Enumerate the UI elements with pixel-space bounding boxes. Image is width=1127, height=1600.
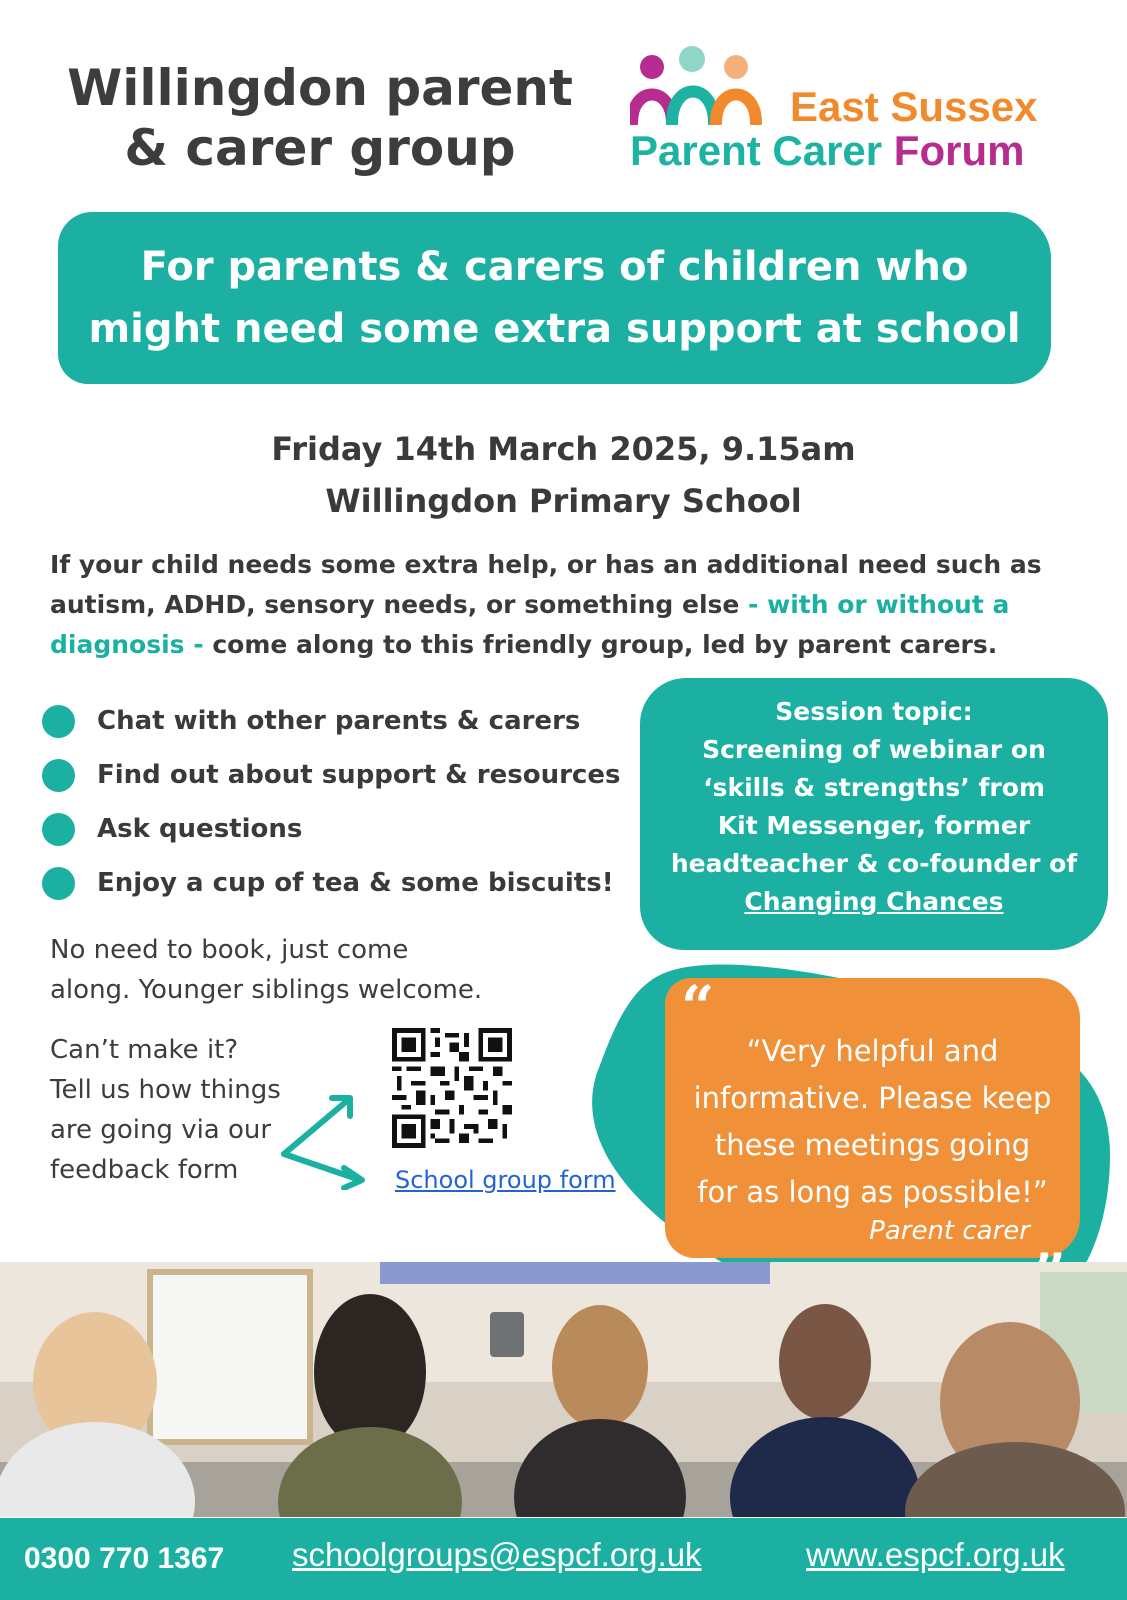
list-item — [42, 802, 642, 856]
bullet-dot-icon — [42, 813, 75, 846]
website-link[interactable]: www.espcf.org.uk — [806, 1536, 1065, 1573]
list-item-label: Find out about support & resources — [97, 760, 621, 790]
bullet-dot-icon — [42, 759, 75, 792]
intro-text-2: come along to this friendly group, led by parent carers. — [203, 630, 998, 659]
intro-highlight: - with or without a diagnosis - — [50, 590, 1010, 659]
testimonial-line-3: these meetings going — [714, 1128, 1031, 1162]
no-booking-line-1: No need to book, just come — [50, 935, 409, 965]
topic-heading: Session topic: — [775, 697, 973, 726]
topic-line-4: headteacher & co-founder of — [670, 849, 1078, 878]
list-item-label: Chat with other parents & carers — [97, 706, 581, 736]
event-venue: Willingdon Primary School — [325, 482, 802, 520]
list-item — [42, 856, 642, 910]
bullet-dot-icon — [42, 705, 75, 738]
logo-east-sussex: East Sussex — [790, 83, 1038, 130]
logo-forum: Forum — [893, 127, 1025, 174]
list-item-label: Enjoy a cup of tea & some biscuits! — [97, 868, 614, 898]
list-item — [42, 748, 642, 802]
title-line-1: Willingdon parent — [67, 59, 573, 117]
espcf-logo — [630, 45, 1090, 175]
school-group-form-link[interactable]: School group form — [395, 1166, 616, 1194]
people-logo-icon — [630, 45, 790, 125]
list-item-label: Ask questions — [97, 814, 303, 844]
email-link[interactable]: schoolgroups@espcf.org.uk — [292, 1536, 702, 1573]
intro-paragraph — [50, 545, 1100, 665]
logo-parent-carer: Parent Carer — [630, 127, 883, 174]
testimonial-card — [665, 973, 1080, 1258]
event-details — [0, 423, 1127, 527]
logo-parent-carer-forum — [630, 127, 1024, 175]
group-photo — [0, 1262, 1127, 1517]
arrows-icon — [278, 1080, 388, 1190]
audience-banner — [58, 212, 1051, 384]
no-booking-note — [50, 930, 550, 1010]
page-title — [40, 58, 600, 178]
open-quote-icon: “ — [681, 973, 715, 1041]
testimonial-line-4: for as long as possible!” — [697, 1175, 1048, 1209]
qr-code-icon[interactable] — [392, 1028, 512, 1148]
topic-line-3: Kit Messenger, former — [717, 811, 1031, 840]
testimonial-attribution: Parent carer — [869, 1216, 1030, 1246]
phone-number[interactable]: 0300 770 1367 — [24, 1542, 225, 1575]
testimonial-line-1: “Very helpful and — [746, 1034, 999, 1068]
feedback-line-2: Tell us how things — [50, 1075, 281, 1105]
bullet-dot-icon — [42, 867, 75, 900]
list-item — [42, 694, 642, 748]
activity-list — [42, 694, 642, 910]
changing-chances-link[interactable]: Changing Chances — [744, 887, 1004, 916]
contact-footer — [0, 1518, 1127, 1600]
intro-text-1: If your child needs some extra help, or has an additional need such as autism, ADHD, sensory needs, or something else — [50, 550, 1042, 619]
feedback-line-1: Can’t make it? — [50, 1035, 239, 1065]
topic-line-1: Screening of webinar on — [702, 735, 1046, 764]
no-booking-line-2: along. Younger siblings welcome. — [50, 975, 483, 1005]
feedback-line-3: are going via our — [50, 1115, 272, 1145]
topic-line-2: ‘skills & strengths’ from — [703, 773, 1045, 802]
feedback-line-4: feedback form — [50, 1155, 239, 1185]
banner-line-2: might need some extra support at school — [88, 306, 1021, 352]
testimonial-line-2: informative. Please keep — [693, 1081, 1052, 1115]
title-line-2: & carer group — [124, 119, 516, 177]
testimonial-text — [665, 1028, 1080, 1216]
banner-line-1: For parents & carers of children who — [140, 244, 969, 290]
event-date-time: Friday 14th March 2025, 9.15am — [271, 430, 856, 468]
session-topic-card — [640, 678, 1108, 950]
